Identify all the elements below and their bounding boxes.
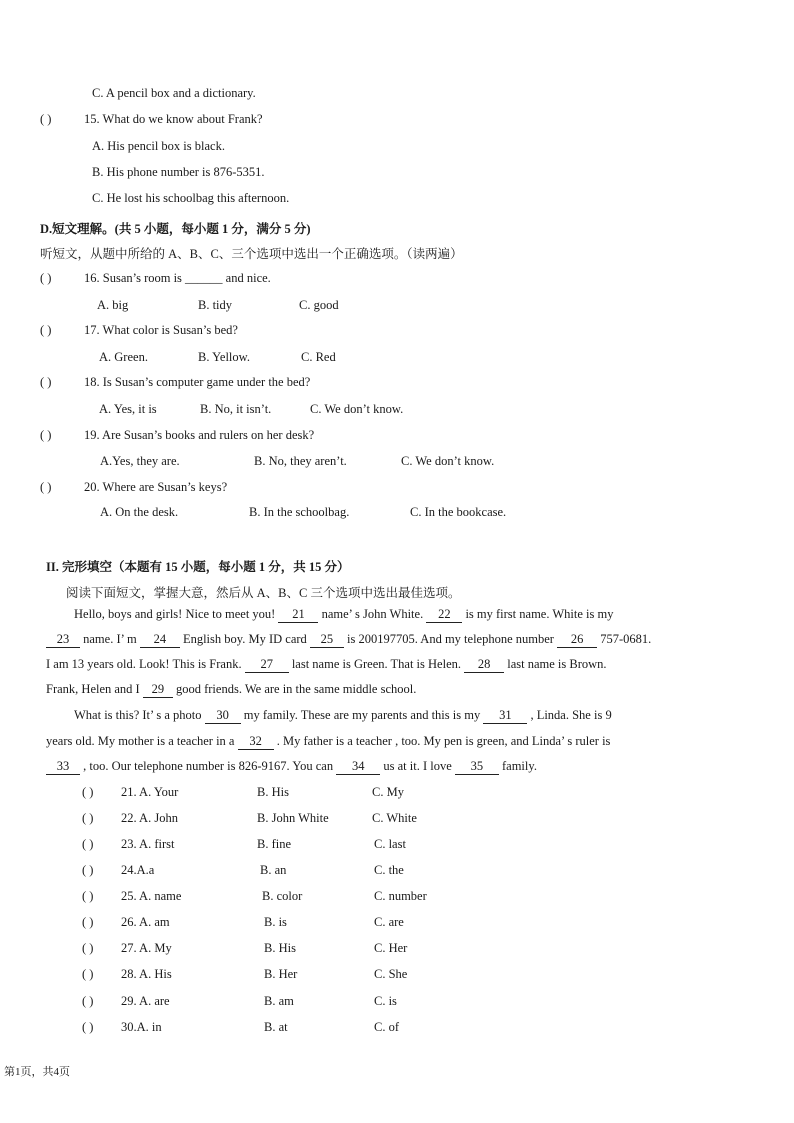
q18-option-a: A. Yes, it is <box>99 402 157 416</box>
q28-option-c: C. She <box>374 967 408 981</box>
q26-option-b: B. is <box>264 915 287 929</box>
q28-answer-paren[interactable]: ( ) <box>82 967 94 981</box>
q26-option-a: 26. A. am <box>121 915 170 929</box>
blank-34[interactable]: 34 <box>336 760 380 775</box>
q20-option-a: A. On the desk. <box>100 505 179 519</box>
q28-option-a: 28. A. His <box>121 967 172 981</box>
q19-option-b: B. No, they aren’t. <box>254 454 347 468</box>
q18-question: 18. Is Susan’s computer game under the bed? <box>84 375 311 389</box>
q15-question: 15. What do we know about Frank? <box>84 112 263 126</box>
q30-option-b: B. at <box>264 1020 288 1034</box>
blank-31[interactable]: 31 <box>483 709 527 724</box>
q17-option-c: C. Red <box>301 350 336 364</box>
q18-answer-paren[interactable]: ( ) <box>40 375 52 389</box>
section-ii-instruction: 阅读下面短文，掌握大意，然后从 A、B、C 三个选项中选出最佳选项。 <box>66 586 461 600</box>
q17-option-a: A. Green. <box>99 350 148 364</box>
blank-23[interactable]: 23 <box>46 633 80 648</box>
blank-24[interactable]: 24 <box>140 633 180 648</box>
blank-32[interactable]: 32 <box>238 735 274 750</box>
q20-option-b: B. In the schoolbag. <box>249 505 350 519</box>
q28-option-b: B. Her <box>264 967 298 981</box>
q29-answer-paren[interactable]: ( ) <box>82 994 94 1008</box>
q23-option-c: C. last <box>374 837 406 851</box>
blank-30[interactable]: 30 <box>205 709 241 724</box>
blank-33[interactable]: 33 <box>46 760 80 775</box>
q24-option-c: C. the <box>374 863 404 877</box>
q30-answer-paren[interactable]: ( ) <box>82 1020 94 1034</box>
q23-option-b: B. fine <box>257 837 292 851</box>
blank-22[interactable]: 22 <box>426 608 462 623</box>
q25-option-a: 25. A. name <box>121 889 182 903</box>
q18-option-c: C. We don’t know. <box>310 402 404 416</box>
q20-question: 20. Where are Susan’s keys? <box>84 480 228 494</box>
blank-35[interactable]: 35 <box>455 760 499 775</box>
q15-option-b: B. His phone number is 876-5351. <box>92 165 265 179</box>
q17-option-b: B. Yellow. <box>198 350 250 364</box>
q25-option-c: C. number <box>374 889 427 903</box>
q29-option-c: C. is <box>374 994 397 1008</box>
passage-line-3: I am 13 years old. Look! This is Frank. 27 last name is Green. That is Helen. 28 last name is Brown. <box>46 657 607 671</box>
passage-line-7: 33 , too. Our telephone number is 826-9167. You can 34 us at it. I love 35 family. <box>46 759 696 775</box>
q20-answer-paren[interactable]: ( ) <box>40 480 52 494</box>
q24-option-b: B. an <box>260 863 287 877</box>
q24-answer-paren[interactable]: ( ) <box>82 863 94 877</box>
passage-line-2: 23 name. I’ m 24 English boy. My ID card 25 is 200197705. And my telephone number 26 757-0681. <box>46 632 696 648</box>
q29-option-a: 29. A. are <box>121 994 170 1008</box>
section-d-title: D.短文理解。(共 5 小题，每小题 1 分，满分 5 分) <box>40 222 311 236</box>
q27-answer-paren[interactable]: ( ) <box>82 941 94 955</box>
q16-answer-paren[interactable]: ( ) <box>40 271 52 285</box>
q22-answer-paren[interactable]: ( ) <box>82 811 94 825</box>
q15-option-a: A. His pencil box is black. <box>92 139 225 153</box>
section-ii-title: II. 完形填空（本题有 15 小题，每小题 1 分，共 15 分） <box>46 560 350 574</box>
passage-line-4: Frank, Helen and I 29 good friends. We are in the same middle school. <box>46 682 417 696</box>
q21-option-a: 21. A. Your <box>121 785 179 799</box>
q15-option-c: C. He lost his schoolbag this afternoon. <box>92 191 290 205</box>
q17-question: 17. What color is Susan’s bed? <box>84 323 238 337</box>
q17-answer-paren[interactable]: ( ) <box>40 323 52 337</box>
q19-question: 19. Are Susan’s books and rulers on her desk? <box>84 428 315 442</box>
q21-option-c: C. My <box>372 785 404 799</box>
q15-answer-paren[interactable]: ( ) <box>40 112 52 126</box>
q27-option-c: C. Her <box>374 941 408 955</box>
q22-option-b: B. John White <box>257 811 329 825</box>
q16-question: 16. Susan’s room is ______ and nice. <box>84 271 271 285</box>
blank-29[interactable]: 29 <box>143 683 173 698</box>
q22-option-a: 22. A. John <box>121 811 178 825</box>
q27-option-b: B. His <box>264 941 296 955</box>
q19-option-a: A.Yes, they are. <box>100 454 180 468</box>
q30-option-c: C. of <box>374 1020 399 1034</box>
q24-option-a: 24.A.a <box>121 863 155 877</box>
q26-option-c: C. are <box>374 915 404 929</box>
passage-line-6: years old. My mother is a teacher in a 32 . My father is a teacher , too. My pen is green, and Linda’ s ruler is <box>46 734 611 748</box>
passage-line-5: What is this? It’ s a photo 30 my family. These are my parents and this is my 31 , Linda. She is 9 <box>74 708 612 722</box>
blank-28[interactable]: 28 <box>464 658 504 673</box>
q26-answer-paren[interactable]: ( ) <box>82 915 94 929</box>
q16-option-a: A. big <box>97 298 129 312</box>
q19-answer-paren[interactable]: ( ) <box>40 428 52 442</box>
q30-option-a: 30.A. in <box>121 1020 162 1034</box>
blank-21[interactable]: 21 <box>278 608 318 623</box>
blank-27[interactable]: 27 <box>245 658 289 673</box>
q16-option-c: C. good <box>299 298 339 312</box>
q16-option-b: B. tidy <box>198 298 233 312</box>
q25-option-b: B. color <box>262 889 303 903</box>
page-number: 第1页，共4页 <box>4 1066 70 1078</box>
q20-option-c: C. In the bookcase. <box>410 505 507 519</box>
q23-answer-paren[interactable]: ( ) <box>82 837 94 851</box>
q23-option-a: 23. A. first <box>121 837 175 851</box>
q19-option-c: C. We don’t know. <box>401 454 495 468</box>
q29-option-b: B. am <box>264 994 294 1008</box>
section-d-instruction: 听短文，从题中所给的 A、B、C、三个选项中选出一个正确选项。（读两遍） <box>40 247 463 261</box>
passage-line-1: Hello, boys and girls! Nice to meet you! 21 name’ s John White. 22 is my first name. White is my <box>74 607 614 621</box>
q22-option-c: C. White <box>372 811 417 825</box>
q14-option-c: C. A pencil box and a dictionary. <box>92 86 256 100</box>
q18-option-b: B. No, it isn’t. <box>200 402 272 416</box>
q21-answer-paren[interactable]: ( ) <box>82 785 94 799</box>
blank-25[interactable]: 25 <box>310 633 344 648</box>
q21-option-b: B. His <box>257 785 289 799</box>
q27-option-a: 27. A. My <box>121 941 172 955</box>
q25-answer-paren[interactable]: ( ) <box>82 889 94 903</box>
blank-26[interactable]: 26 <box>557 633 597 648</box>
